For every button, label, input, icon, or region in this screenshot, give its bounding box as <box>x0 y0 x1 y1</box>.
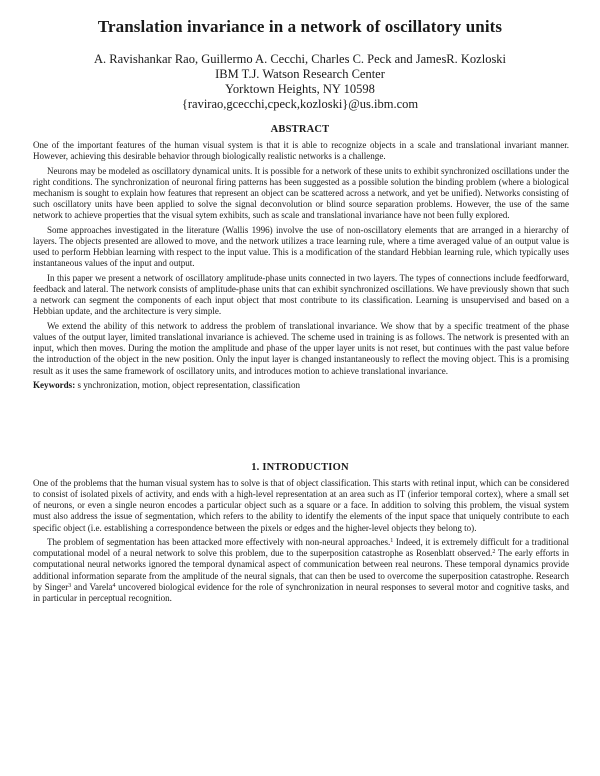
author-names: A. Ravishankar Rao, Guillermo A. Cecchi, Charles C. Peck and JamesR. Kozloski <box>93 52 507 66</box>
keywords-text: s ynchronization, motion, object representation, classification <box>77 380 301 391</box>
abstract-paragraph: One of the important features of the human visual system is that it is able to recognize objects in a scale and translational invariant manner. However, achieving this desirable behavior through biologically realistic networks is a challenge. <box>33 140 569 162</box>
reference-marker: 4 <box>112 582 116 589</box>
affiliation: IBM T.J. Watson Research Center <box>215 67 385 81</box>
keywords-label: Keywords: <box>33 380 76 391</box>
intro-text: uncovered biological evidence for the role of synchronization in neural responses to several motor and cognitive tasks, and in particular in perceptual recognition. <box>33 581 569 603</box>
intro-text: The problem of segmentation has been attacked more effectively with non-neural approaches. <box>47 537 391 548</box>
introduction-body <box>33 478 569 608</box>
paper-title: Translation invariance in a network of oscillatory units <box>97 17 503 36</box>
abstract-paragraph: In this paper we present a network of oscillatory amplitude-phase units connected in two layers. The types of connections include feedforward, feedback and lateral. The network consists of amplitude-phase units that can exhibit synchronized oscillations. We have previously shown that such a network can segment the components of each input object that most contribute to its classification. Learning is unsupervised and based on a Hebbian update, and the architecture is very simple. <box>33 272 569 317</box>
reference-marker: 1 <box>390 538 394 545</box>
abstract-body <box>33 140 569 395</box>
abstract-paragraph: Neurons may be modeled as oscillatory dynamical units. It is possible for a network of these units to exhibit synchronized oscillations under the right conditions. The synchronization of neuronal firing patterns has been suggested as a possible solution the binding problem (where a biological mechanism is sought to explain how features that represent an object can be scattered across a network, and yet be unified). Networks consisting of such oscillatory units have been applied to solve the signal deconvolution or blind source separation problems. However, the use of the same network to achieve properties that the visual sytem exhibits, such as scale and translational invariance have not been fully explored. <box>33 165 569 221</box>
intro-text: Indeed, it is extremely difficult for a traditional computational model of a neural network to solve this problem, due to the superposition catastrophe as Rosenblatt observed. <box>33 537 569 559</box>
abstract-paragraph: We extend the ability of this network to address the problem of translational invariance. We show that by a specific treatment of the phase values of the output layer, limited translational invariance is achieved. The scheme used in training is as follows. The network is presented with an input, which then moves. During the motion the amplitude and phase of the upper layer units is not reset, but continues with the past value before the introduction of the object in the new position. Only the input layer is changed instantaneously to reflect the moving object. This is a promising result as it uses the same framework of oscillatory units, and introduces motion to achieve translational invariance. <box>33 320 569 376</box>
address: Yorktown Heights, NY 10598 <box>225 82 375 96</box>
reference-marker: 3 <box>68 582 72 589</box>
email: {ravirao,gcecchi,cpeck,kozloski}@us.ibm.com <box>181 97 419 111</box>
keywords-line <box>33 380 569 391</box>
intro-text: and Varela <box>71 581 113 592</box>
abstract-heading: ABSTRACT <box>270 124 330 135</box>
intro-text: The early efforts in computational neural networks ignored the temporal dynamical aspect of communication between real neurons. These temporal dynamics provide additional information separate from the amplitude of the neural signals, that can then be used to overcome the superposition catastrophe. Research by Singer <box>33 548 569 592</box>
abstract-paragraph: Some approaches investigated in the literature (Wallis 1996) involve the use of non-oscillatory elements that are arranged in a hierarchy of layers. The objects presented are allowed to move, and the network utilizes a trace learning rule, where a time averaged value of an output value is used to perform Hebbian learning with respect to the input value. This is a modification of the standard Hebbian learning rule, which typically uses instantaneous values of the input and output. <box>33 224 569 269</box>
intro-paragraph: One of the problems that the human visual system has to solve is that of object classification. This starts with retinal input, which can be considered to consist of isolated pixels of activity, and ends with a high-level representation at an area such as IT (inferior temporal cortex), where a small set of neurons, or even a single neuron encodes a particular object such as a square or a face. In addition to solving this problem, the visual system must also address the issue of segmentation, which refers to the ability to identify the elements of the input space that uniquely contribute to each specific object (i.e. establishing a correspondence between the pixels or edges and the higher-level objects they belong to). <box>33 478 569 533</box>
introduction-heading: 1. INTRODUCTION <box>251 462 349 473</box>
author-block <box>40 52 560 112</box>
intro-paragraph <box>33 537 569 604</box>
reference-marker: 2 <box>492 549 496 556</box>
